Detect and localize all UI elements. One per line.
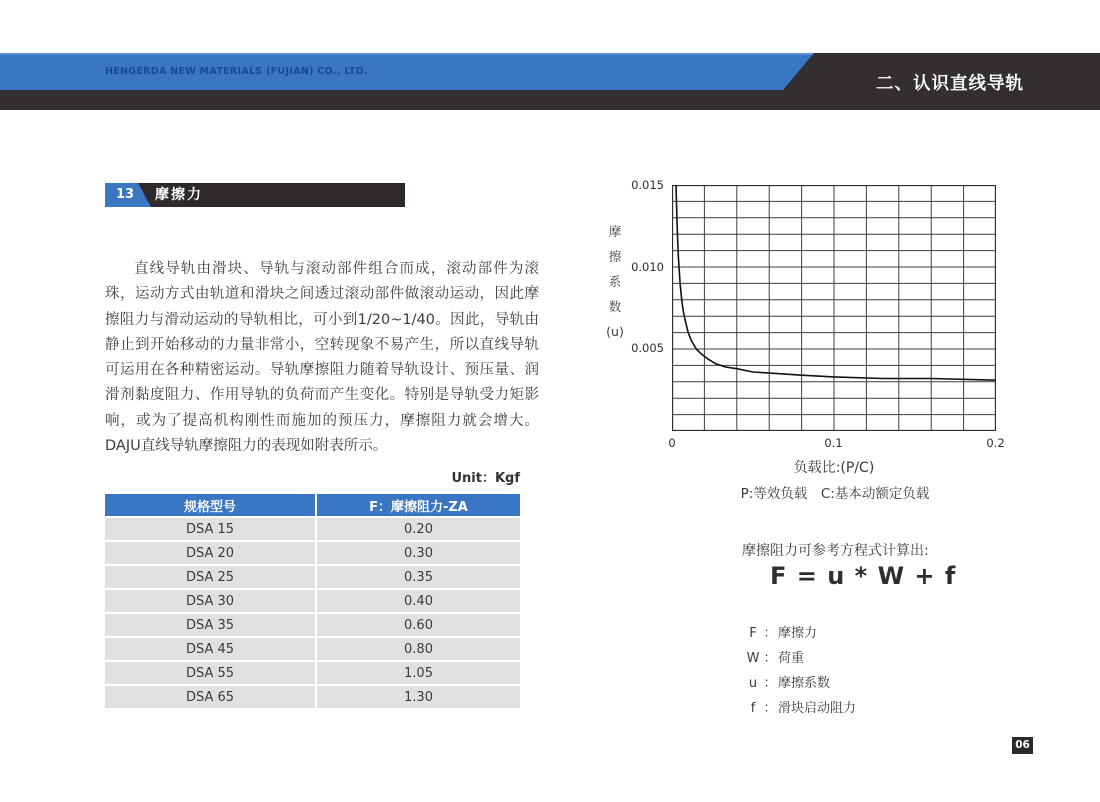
- table-row: [105, 638, 520, 660]
- table-row: [105, 662, 520, 684]
- y-axis-label-char: 系: [608, 274, 622, 289]
- table-cell: 0.80: [317, 638, 520, 660]
- table-cell: DSA 35: [105, 614, 317, 636]
- term-meaning: 摩擦系数: [778, 676, 831, 691]
- table-cell: 0.40: [317, 590, 520, 612]
- section-header-bar: [105, 183, 405, 207]
- table-cell: 0.30: [317, 542, 520, 564]
- table-cell: DSA 55: [105, 662, 317, 684]
- table-row: [105, 518, 520, 540]
- y-axis-label-char: 数: [608, 299, 622, 314]
- formula-term: [744, 646, 856, 671]
- unit-label: Unit：Kgf: [451, 471, 520, 486]
- term-symbol: u: [748, 676, 758, 691]
- table-header-row: [105, 494, 520, 516]
- friction-table: [105, 492, 520, 710]
- term-colon: ：: [763, 626, 777, 641]
- term-meaning: 荷重: [778, 651, 805, 666]
- formula-term: [744, 621, 856, 646]
- formula-term: [744, 696, 856, 721]
- friction-table-head: [105, 494, 520, 516]
- table-cell: 0.20: [317, 518, 520, 540]
- formula-equation: F = u * W + f: [770, 562, 957, 590]
- table-cell: 1.05: [317, 662, 520, 684]
- section-number: 13: [116, 187, 135, 202]
- y-axis-label-char: 摩: [608, 224, 622, 239]
- friction-curve: [676, 185, 996, 380]
- table-cell: DSA 25: [105, 566, 317, 588]
- company-name: HENGERDA NEW MATERIALS (FUJIAN) CO., LTD.: [105, 66, 368, 77]
- y-tick-0015: 0.015: [631, 178, 664, 192]
- table-cell: DSA 65: [105, 686, 317, 708]
- friction-coefficient-chart: [600, 170, 1040, 510]
- page-number-badge: 06: [1012, 737, 1033, 754]
- table-cell: DSA 20: [105, 542, 317, 564]
- table-row: [105, 614, 520, 636]
- table-cell: DSA 15: [105, 518, 317, 540]
- term-symbol: W: [746, 651, 760, 666]
- x-axis-note: P:等效负载 C:基本动额定负载: [740, 486, 930, 502]
- x-tick-02: 0.2: [986, 436, 1005, 450]
- table-row: [105, 566, 520, 588]
- y-tick-0005: 0.005: [631, 341, 664, 355]
- term-symbol: F: [749, 626, 757, 641]
- y-tick-0010: 0.010: [631, 260, 664, 274]
- plot-area: [672, 185, 996, 431]
- y-axis-label-char: (u): [606, 324, 624, 339]
- section-title: 摩擦力: [155, 187, 203, 203]
- term-colon: ：: [763, 701, 777, 716]
- term-colon: ：: [763, 651, 777, 666]
- term-colon: ：: [763, 676, 777, 691]
- column-header-friction: F：摩擦阻力-ZA: [317, 494, 520, 516]
- table-cell: 1.30: [317, 686, 520, 708]
- friction-table-body: [105, 518, 520, 708]
- chapter-title: 二、认识直线导轨: [876, 74, 1024, 94]
- term-symbol: f: [750, 701, 756, 716]
- x-tick-01: 0.1: [824, 436, 843, 450]
- body-paragraph: 直线导轨由滑块、导轨与滚动部件组合而成，滚动部件为滚珠，运动方式由轨道和滑块之间透过滚动部件做滚动运动，因此摩擦阻力与滑动运动的导轨相比，可小到1/20~1/40。因此，导轨由静止到开始移动的力量非常小，空转现象不易产生，所以直线导轨可运用在各种精密运动。导轨摩擦阻力随着导轨设计、预压量、润滑剂黏度阻力、作用导轨的负荷而产生变化。特别是导轨受力矩影响，或为了提高机构刚性而施加的预压力，摩擦阻力就会增大。DAJU直线导轨摩擦阻力的表现如附表所示。: [105, 261, 539, 455]
- table-cell: DSA 45: [105, 638, 317, 660]
- table-row: [105, 686, 520, 708]
- column-header-model: 规格型号: [105, 494, 317, 516]
- table-row: [105, 542, 520, 564]
- table-cell: 0.35: [317, 566, 520, 588]
- table-cell: DSA 30: [105, 590, 317, 612]
- x-axis-label: 负载比:(P/C): [793, 460, 875, 476]
- y-axis-label-char: 擦: [608, 249, 622, 264]
- formula-term-legend: [744, 621, 856, 721]
- term-meaning: 滑块启动阻力: [778, 701, 857, 716]
- table-cell: 0.60: [317, 614, 520, 636]
- table-row: [105, 590, 520, 612]
- formula-intro: 摩擦阻力可参考方程式计算出:: [742, 543, 929, 559]
- term-meaning: 摩擦力: [778, 626, 818, 641]
- formula-term: [744, 671, 856, 696]
- x-tick-0: 0: [668, 436, 676, 450]
